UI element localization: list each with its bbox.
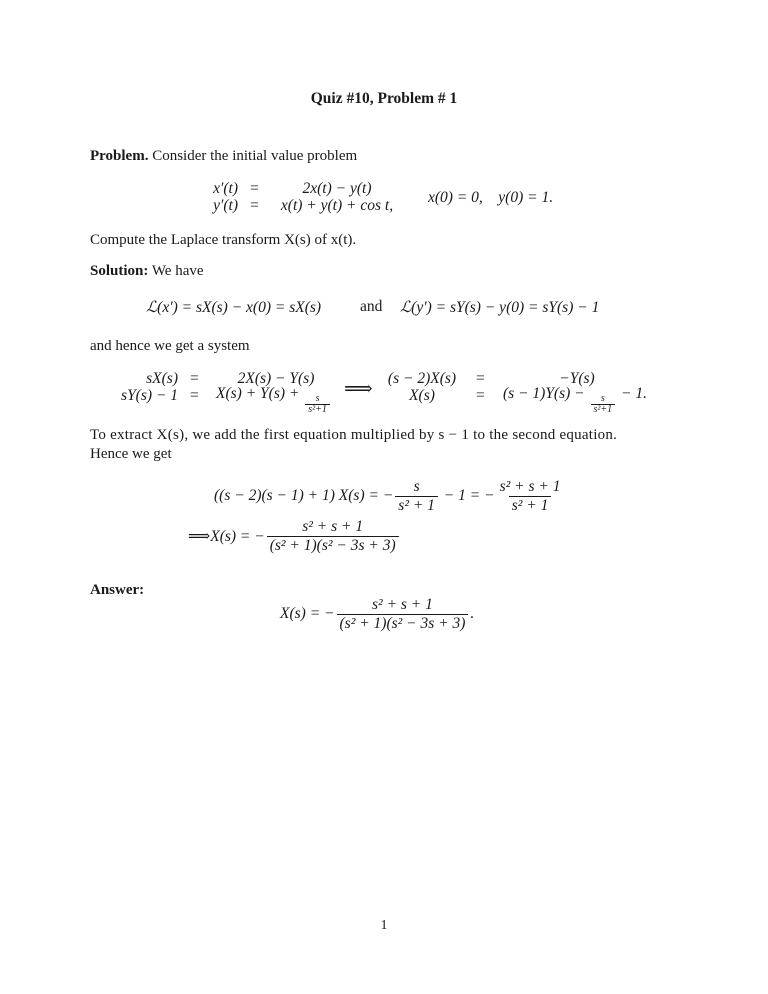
sys-right-eq-2: =: [476, 387, 485, 404]
extract-text-line-2: Hence we get: [90, 446, 172, 462]
ivp-rhs-2: x(t) + y(t) + cos t,: [280, 197, 394, 214]
system-intro: and hence we get a system: [90, 338, 250, 354]
sys-right-lhs-1: (s − 2)X(s): [387, 370, 457, 387]
laplace-connector: and: [360, 298, 383, 315]
sys-left-rhs-1: 2X(s) − Y(s): [237, 370, 315, 387]
implies-arrow: ⟹: [344, 378, 373, 400]
answer-label: Answer:: [90, 582, 145, 598]
solution-label: Solution:: [90, 263, 149, 279]
sys-right-rhs-2: (s − 1)Y(s) − $\frac{s}{\text{s²+1}}$ − 1.: [503, 385, 647, 415]
extract-text-line-1: To extract X(s), we add the first equation multiplied by s − 1 to the second equation.: [90, 427, 618, 443]
problem-intro: Consider the initial value problem: [152, 148, 358, 164]
solution-intro: We have: [151, 263, 204, 279]
problem-task: Compute the Laplace transform X(s) of x(t).: [90, 232, 357, 248]
page-number: 1: [380, 918, 388, 933]
solution-statement: [90, 263, 204, 280]
sys-right-eq-1: =: [476, 370, 485, 387]
ivp-lhs-1: x′(t): [213, 180, 238, 197]
problem-label: Problem.: [90, 148, 149, 164]
document-title: Quiz #10, Problem # 1: [310, 90, 458, 107]
laplace-derivative-y: ℒ(y′) = sY(s) − y(0) = sY(s) − 1: [400, 299, 600, 316]
sys-left-lhs-2: sY(s) − 1: [121, 387, 178, 404]
sys-left-eq-2: =: [190, 387, 199, 404]
ivp-lhs-2: y′(t): [213, 197, 238, 214]
sys-right-lhs-2: X(s): [409, 387, 435, 404]
derivation-line-1: ((s − 2)(s − 1) + 1) X(s) = − $\frac{s}{\text{s² + 1}}$ − 1 = − $\frac{\text{s² + s + 1}}{\text{s² + 1}}$: [214, 478, 561, 514]
sys-left-lhs-1: sX(s): [146, 370, 178, 387]
ivp-rhs-1: 2x(t) − y(t): [302, 180, 372, 197]
derivation-line-2: ⟹X(s) = − $\frac{\text{s² + s + 1}}{\text{(s² + 1)(s² − 3s + 3)}}$: [188, 518, 401, 555]
sys-left-rhs-2: X(s) + Y(s) + $\frac{s}{\text{s²+1}}$: [216, 385, 332, 415]
laplace-derivative-x: ℒ(x′) = sX(s) − x(0) = sX(s): [146, 299, 322, 316]
sys-right-rhs-1: −Y(s): [559, 370, 595, 387]
answer-formula: X(s) = − $\frac{\text{s² + s + 1}}{\text{(s² + 1)(s² − 3s + 3)}}$ .: [280, 596, 475, 632]
ivp-eq-1: =: [250, 180, 259, 197]
ivp-eq-2: =: [250, 197, 259, 214]
problem-statement: [90, 148, 357, 165]
initial-conditions: x(0) = 0, y(0) = 1.: [428, 189, 554, 206]
sys-left-eq-1: =: [190, 370, 199, 387]
